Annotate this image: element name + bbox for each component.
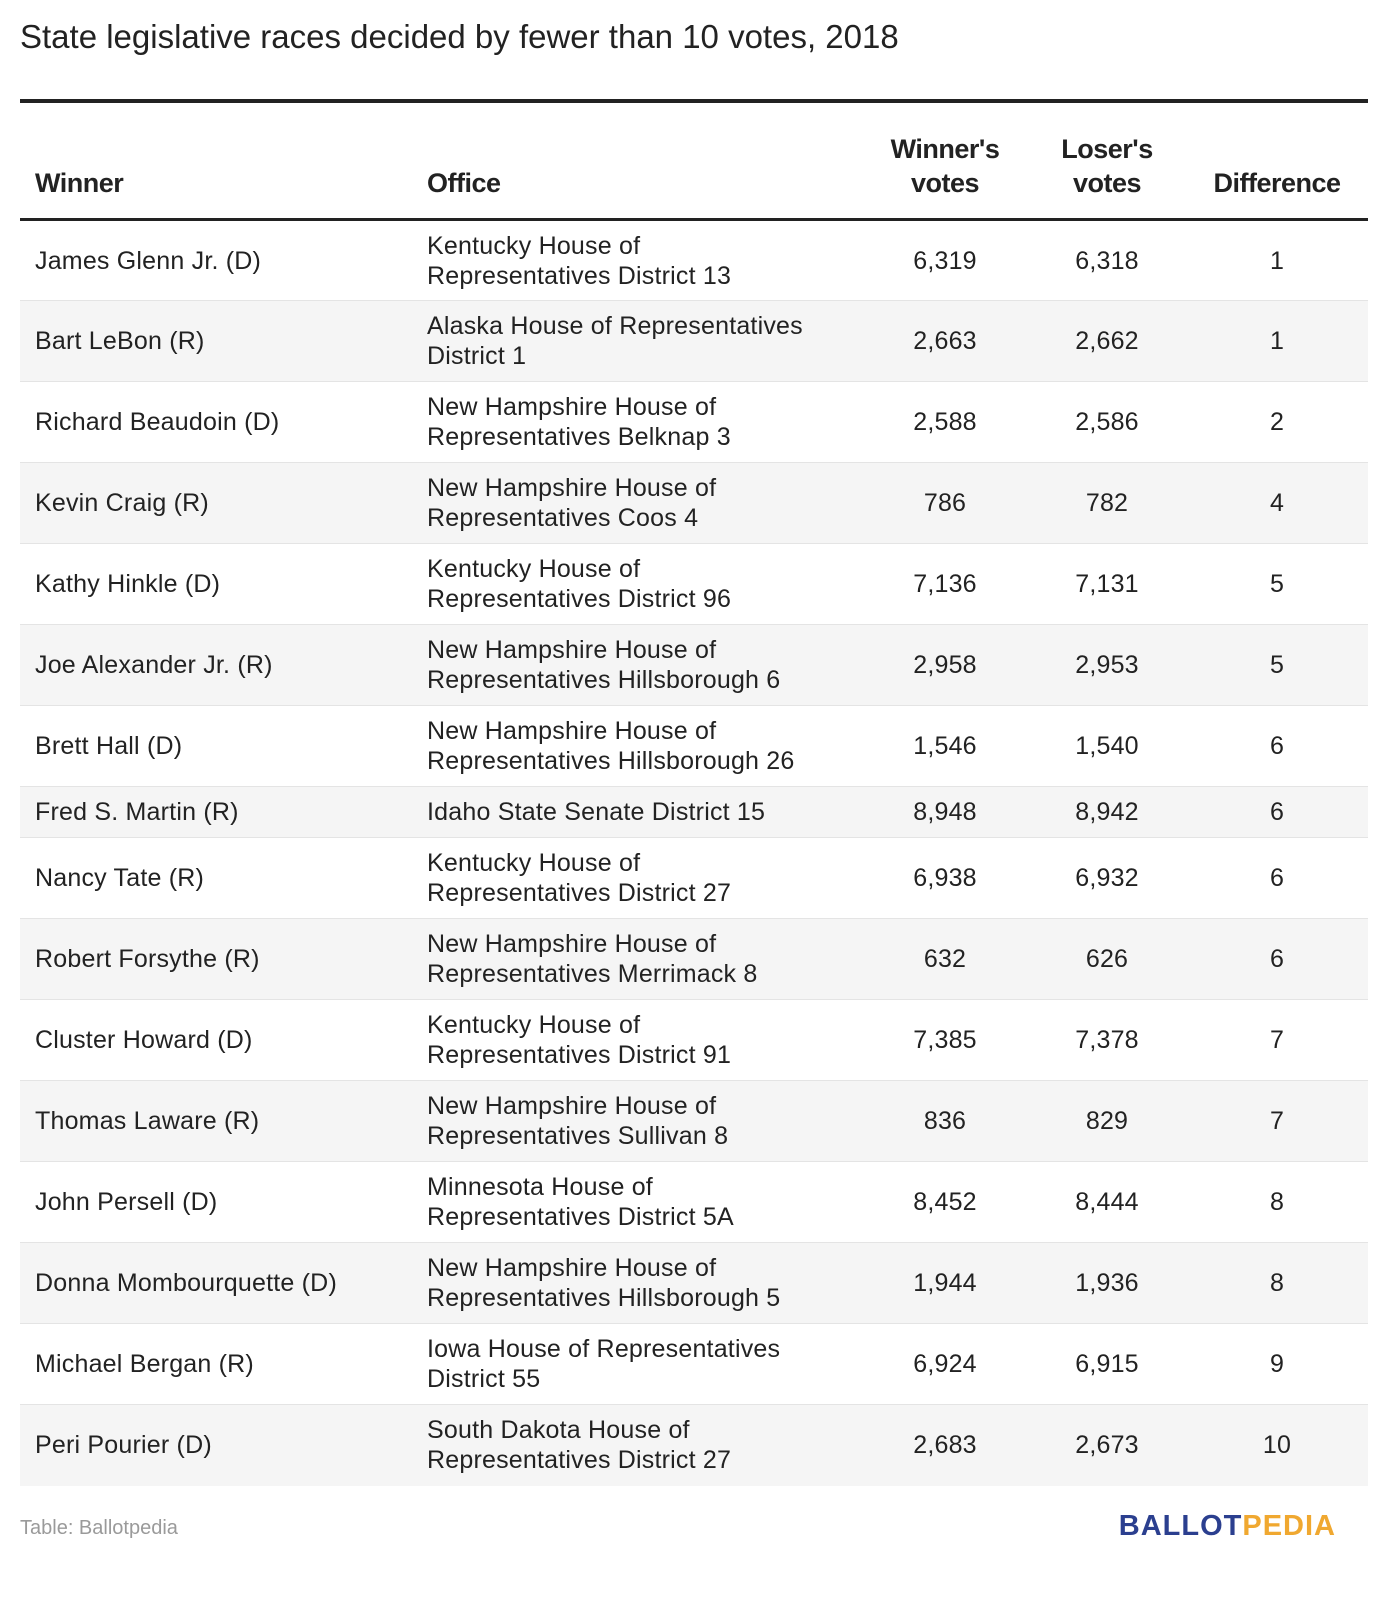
- cell-winners-votes: 786: [862, 463, 1028, 544]
- cell-office-line2: Representatives District 13: [427, 261, 732, 290]
- cell-losers-votes: 8,942: [1028, 787, 1186, 838]
- cell-office-line1: New Hampshire House of: [427, 717, 717, 745]
- cell-winners-votes: 2,663: [862, 301, 1028, 382]
- table-body: [20, 220, 1368, 1486]
- table-header: [20, 101, 1368, 220]
- table-row: [20, 1000, 1368, 1081]
- table-row: [20, 463, 1368, 544]
- cell-office-line2: District 1: [427, 342, 527, 370]
- cell-winners-votes: 8,452: [862, 1162, 1028, 1243]
- cell-office: [412, 706, 862, 787]
- chart-title: State legislative races decided by fewer than 10 votes, 2018: [20, 18, 899, 55]
- cell-losers-votes: 1,540: [1028, 706, 1186, 787]
- table-row: [20, 787, 1368, 838]
- cell-losers-votes: 626: [1028, 919, 1186, 1000]
- cell-winners-votes: 6,924: [862, 1324, 1028, 1405]
- cell-losers-votes: 8,444: [1028, 1162, 1186, 1243]
- cell-winner: Peri Pourier (D): [20, 1405, 412, 1486]
- cell-winners-votes: 8,948: [862, 787, 1028, 838]
- cell-losers-votes: 1,936: [1028, 1243, 1186, 1324]
- cell-losers-votes: 829: [1028, 1081, 1186, 1162]
- results-table: [20, 99, 1368, 1486]
- cell-office-line2: Representatives District 91: [427, 1041, 732, 1069]
- cell-difference: 10: [1186, 1405, 1368, 1486]
- column-header-losers-votes-line2: votes: [1072, 168, 1142, 198]
- table-row: [20, 625, 1368, 706]
- cell-losers-votes: 7,131: [1028, 544, 1186, 625]
- cell-office: [412, 301, 862, 382]
- cell-office-line1: Kentucky House of: [427, 555, 641, 583]
- cell-winner: Robert Forsythe (R): [20, 919, 412, 1000]
- cell-office: [412, 838, 862, 919]
- cell-office-line2: Representatives District 27: [427, 879, 732, 907]
- cell-winner: Donna Mombourquette (D): [20, 1243, 412, 1324]
- cell-difference: 6: [1186, 706, 1368, 787]
- cell-winners-votes: 6,319: [862, 220, 1028, 301]
- cell-difference: 6: [1186, 787, 1368, 838]
- cell-office-line1: New Hampshire House of: [427, 474, 717, 502]
- cell-winners-votes: 2,588: [862, 382, 1028, 463]
- cell-office-line1: New Hampshire House of: [427, 1254, 717, 1282]
- cell-office: [412, 625, 862, 706]
- logo-text-ballot: BALLOT: [1118, 1510, 1243, 1542]
- cell-office-line2: Representatives Belknap 3: [427, 423, 731, 451]
- table-row: [20, 1081, 1368, 1162]
- table-row: [20, 220, 1368, 301]
- cell-office: [412, 220, 862, 301]
- cell-office: [412, 544, 862, 625]
- cell-winner: Michael Bergan (R): [20, 1324, 412, 1405]
- cell-difference: 7: [1186, 1081, 1368, 1162]
- cell-office: [412, 1162, 862, 1243]
- column-header-winners-votes-line1: Winner's: [890, 134, 1000, 164]
- cell-office-line2: Representatives Hillsborough 5: [427, 1284, 781, 1312]
- cell-difference: 8: [1186, 1243, 1368, 1324]
- cell-office-line2: Representatives Coos 4: [427, 504, 699, 532]
- cell-losers-votes: 7,378: [1028, 1000, 1186, 1081]
- cell-losers-votes: 782: [1028, 463, 1186, 544]
- cell-office-line2: Representatives District 27: [427, 1446, 732, 1475]
- cell-losers-votes: 2,953: [1028, 625, 1186, 706]
- column-header-losers-votes: [1028, 101, 1186, 220]
- cell-winners-votes: 2,683: [862, 1405, 1028, 1486]
- column-header-winners-votes-line2: votes: [910, 168, 980, 198]
- cell-winner: Fred S. Martin (R): [20, 787, 412, 838]
- cell-office: [412, 1405, 862, 1486]
- column-header-losers-votes-line1: Loser's: [1061, 134, 1153, 164]
- cell-office: [412, 463, 862, 544]
- cell-winners-votes: 6,938: [862, 838, 1028, 919]
- table-row: [20, 301, 1368, 382]
- cell-difference: 8: [1186, 1162, 1368, 1243]
- cell-winner: Kathy Hinkle (D): [20, 544, 412, 625]
- cell-office-line1: New Hampshire House of: [427, 1092, 717, 1120]
- cell-office-line2: Representatives District 96: [427, 585, 732, 613]
- cell-office-line1: New Hampshire House of: [427, 636, 717, 664]
- cell-losers-votes: 6,932: [1028, 838, 1186, 919]
- column-header-winner: Winner: [20, 101, 412, 220]
- table-row: [20, 382, 1368, 463]
- cell-office-line1: Kentucky House of: [427, 231, 641, 260]
- cell-winner: Brett Hall (D): [20, 706, 412, 787]
- table-row: [20, 1405, 1368, 1486]
- table-source: Table: Ballotpedia: [20, 1517, 178, 1539]
- cell-winners-votes: 1,546: [862, 706, 1028, 787]
- table-row: [20, 1243, 1368, 1324]
- cell-losers-votes: 6,318: [1028, 220, 1186, 301]
- cell-office-line2: Representatives Hillsborough 26: [427, 747, 795, 775]
- cell-winners-votes: 2,958: [862, 625, 1028, 706]
- cell-office-line1: South Dakota House of: [427, 1416, 690, 1445]
- logo-text-pedia: PEDIA: [1242, 1510, 1336, 1542]
- cell-difference: 6: [1186, 919, 1368, 1000]
- header-row: [20, 101, 1368, 220]
- cell-winner: Nancy Tate (R): [20, 838, 412, 919]
- table-row: [20, 1162, 1368, 1243]
- cell-difference: 2: [1186, 382, 1368, 463]
- cell-winners-votes: 836: [862, 1081, 1028, 1162]
- cell-losers-votes: 2,673: [1028, 1405, 1186, 1486]
- table-row: [20, 1324, 1368, 1405]
- cell-office: [412, 1000, 862, 1081]
- cell-office: [412, 1081, 862, 1162]
- cell-office-line1: Kentucky House of: [427, 849, 641, 877]
- table-row: [20, 838, 1368, 919]
- cell-office-line2: Representatives District 5A: [427, 1203, 734, 1231]
- cell-winner: Thomas Laware (R): [20, 1081, 412, 1162]
- cell-office-line1: Alaska House of Representatives: [427, 312, 803, 340]
- cell-winners-votes: 1,944: [862, 1243, 1028, 1324]
- column-header-winners-votes: [862, 101, 1028, 220]
- cell-winner: John Persell (D): [20, 1162, 412, 1243]
- cell-office-line2: Representatives Sullivan 8: [427, 1122, 729, 1150]
- column-header-office: Office: [412, 101, 862, 220]
- column-header-difference: Difference: [1186, 101, 1368, 220]
- cell-losers-votes: 2,662: [1028, 301, 1186, 382]
- cell-office: [412, 787, 862, 838]
- cell-office-line1: Minnesota House of: [427, 1173, 653, 1201]
- cell-winner: Joe Alexander Jr. (R): [20, 625, 412, 706]
- cell-office-line2: Representatives Merrimack 8: [427, 960, 758, 988]
- cell-office-line1: Idaho State Senate District 15: [427, 798, 766, 826]
- cell-winners-votes: 7,385: [862, 1000, 1028, 1081]
- ballotpedia-logo: [1119, 1510, 1336, 1543]
- cell-office-line1: New Hampshire House of: [427, 393, 717, 421]
- table-row: [20, 706, 1368, 787]
- cell-difference: 5: [1186, 544, 1368, 625]
- cell-office: [412, 382, 862, 463]
- cell-difference: 7: [1186, 1000, 1368, 1081]
- cell-winner: Cluster Howard (D): [20, 1000, 412, 1081]
- table-row: [20, 544, 1368, 625]
- cell-winners-votes: 7,136: [862, 544, 1028, 625]
- cell-office: [412, 919, 862, 1000]
- cell-losers-votes: 2,586: [1028, 382, 1186, 463]
- cell-winner: Richard Beaudoin (D): [20, 382, 412, 463]
- cell-difference: 6: [1186, 838, 1368, 919]
- cell-office-line1: Iowa House of Representatives: [427, 1335, 781, 1363]
- cell-office-line2: District 55: [427, 1365, 541, 1393]
- cell-winner: Bart LeBon (R): [20, 301, 412, 382]
- cell-winner: James Glenn Jr. (D): [20, 220, 412, 301]
- cell-difference: 1: [1186, 220, 1368, 301]
- cell-winner: Kevin Craig (R): [20, 463, 412, 544]
- cell-office: [412, 1243, 862, 1324]
- cell-losers-votes: 6,915: [1028, 1324, 1186, 1405]
- cell-winners-votes: 632: [862, 919, 1028, 1000]
- results-table-container: [20, 99, 1368, 1486]
- cell-office-line1: New Hampshire House of: [427, 930, 717, 958]
- cell-difference: 9: [1186, 1324, 1368, 1405]
- cell-difference: 1: [1186, 301, 1368, 382]
- table-row: [20, 919, 1368, 1000]
- cell-office: [412, 1324, 862, 1405]
- cell-office-line1: Kentucky House of: [427, 1011, 641, 1039]
- cell-office-line2: Representatives Hillsborough 6: [427, 666, 781, 694]
- cell-difference: 5: [1186, 625, 1368, 706]
- cell-difference: 4: [1186, 463, 1368, 544]
